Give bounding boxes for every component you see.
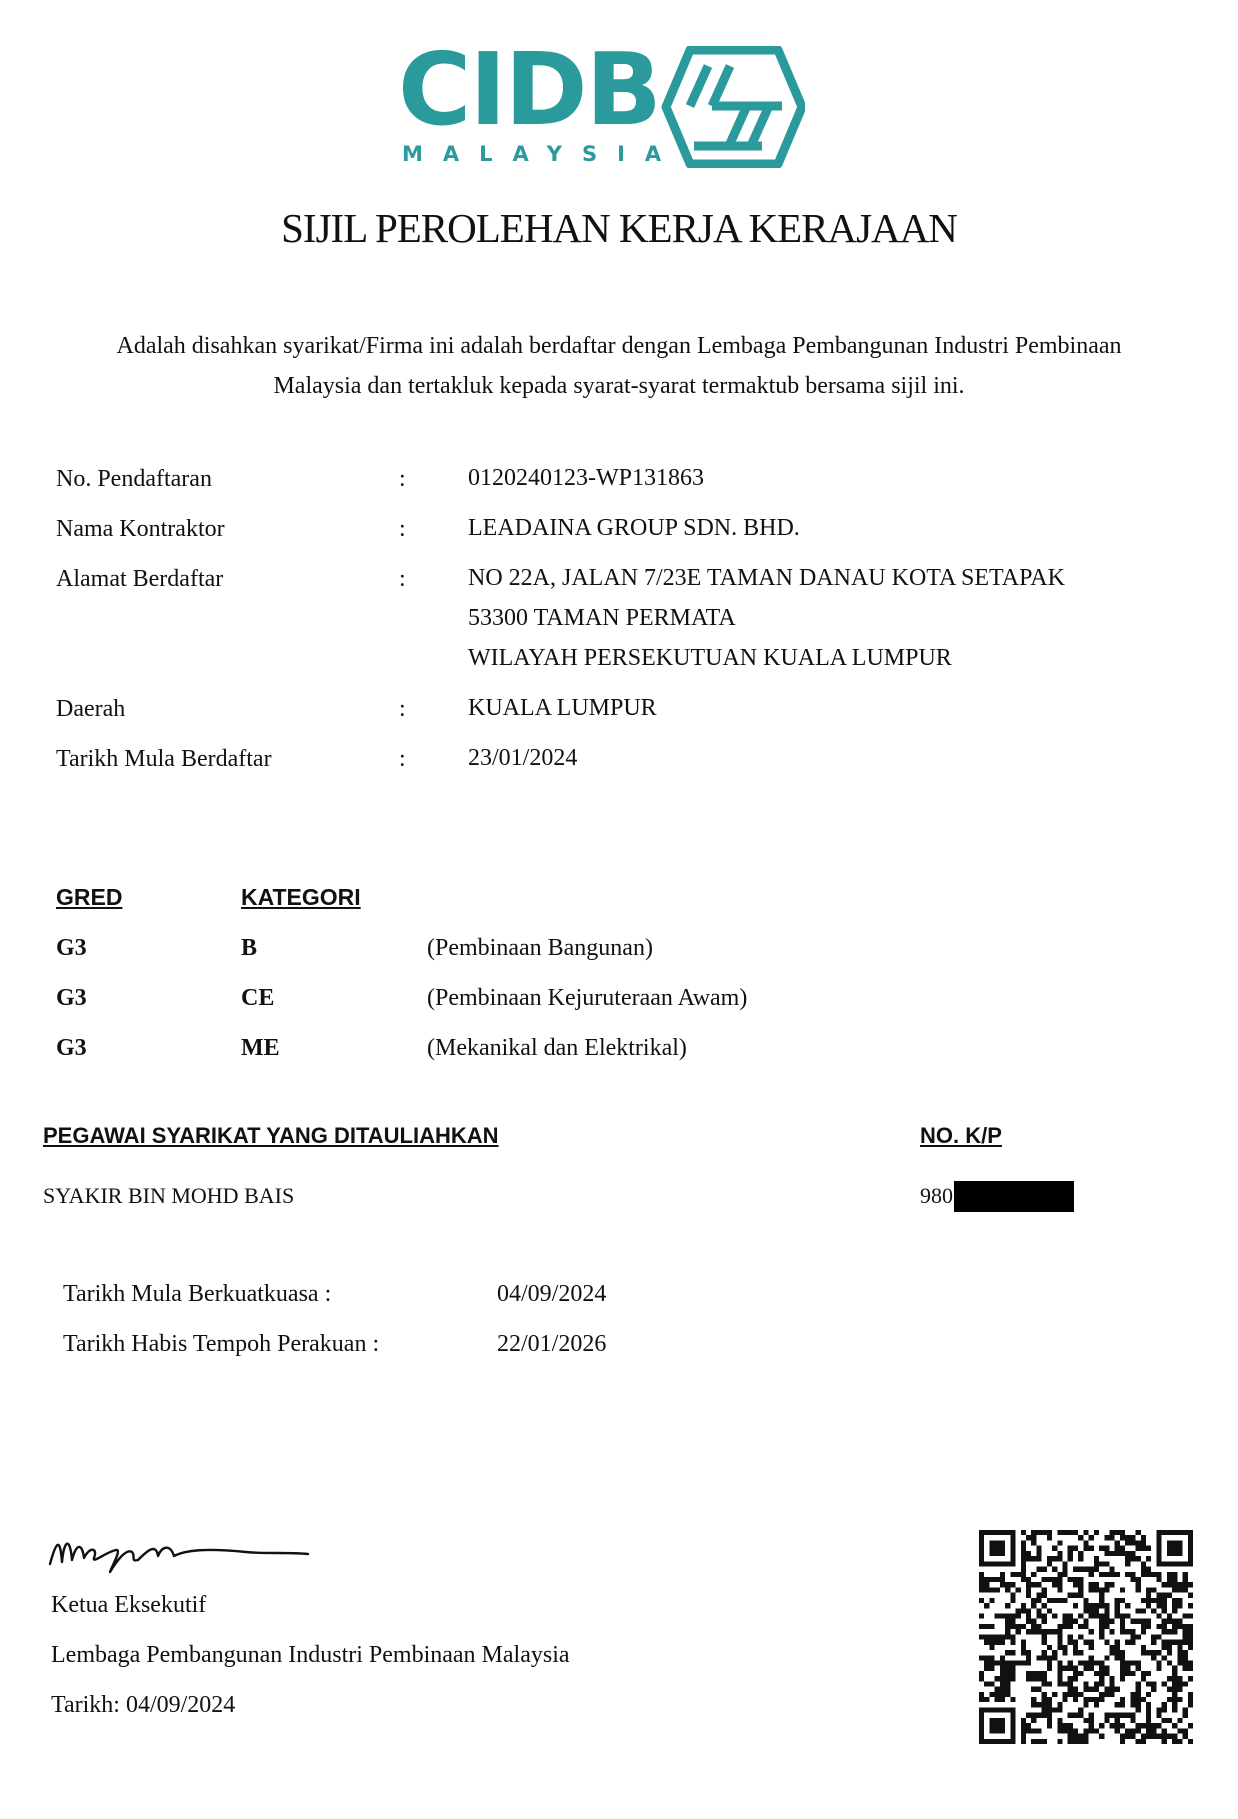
info-label: Daerah (56, 696, 126, 722)
info-colon: : (399, 696, 406, 722)
end-date-label: Tarikh Habis Tempoh Perakuan : (63, 1331, 380, 1357)
info-value-address (468, 558, 1065, 678)
id-header: NO. K/P (920, 1123, 1002, 1148)
qr-code (979, 1530, 1193, 1744)
intro-line-1: Adalah disahkan syarikat/Firma ini adalah berdaftar dengan Lembaga Pembangunan Industri Pembinaan (116, 333, 1122, 359)
info-value: 0120240123-WP131863 (468, 465, 704, 491)
signature-image (46, 1522, 316, 1582)
grade-value: G3 (56, 1035, 87, 1061)
address-line-2: 53300 TAMAN PERMATA (468, 605, 736, 631)
intro-statement (30, 326, 1208, 406)
info-colon: : (399, 466, 406, 492)
category-header: KATEGORI (241, 884, 361, 910)
info-value: KUALA LUMPUR (468, 695, 657, 721)
grade-value: G3 (56, 985, 87, 1011)
address-line-1: NO 22A, JALAN 7/23E TAMAN DANAU KOTA SETAPAK (468, 565, 1065, 591)
grade-value: G3 (56, 935, 87, 961)
info-value: 23/01/2024 (468, 745, 578, 771)
logo-wordmark: CIDB (398, 31, 660, 148)
category-code: CE (241, 985, 275, 1011)
info-label: Tarikh Mula Berdaftar (56, 746, 272, 772)
category-description: (Pembinaan Kejuruteraan Awam) (427, 985, 748, 1011)
logo-country: MALAYSIA (402, 142, 682, 166)
info-colon: : (399, 516, 406, 542)
signatory-organization: Lembaga Pembangunan Industri Pembinaan Malaysia (51, 1642, 570, 1668)
address-line-3: WILAYAH PERSEKUTUAN KUALA LUMPUR (468, 645, 952, 671)
info-label: No. Pendaftaran (56, 466, 212, 492)
info-label: Alamat Berdaftar (56, 566, 224, 592)
category-code: B (241, 935, 258, 961)
info-colon: : (399, 566, 406, 592)
certificate-title: SIJIL PEROLEHAN KERJA KERAJAAN (281, 205, 957, 251)
category-description: (Pembinaan Bangunan) (427, 935, 653, 961)
grade-header: GRED (56, 884, 123, 910)
category-description: (Mekanikal dan Elektrikal) (427, 1035, 687, 1061)
info-label: Nama Kontraktor (56, 516, 225, 542)
officer-header: PEGAWAI SYARIKAT YANG DITAULIAHKAN (43, 1123, 499, 1148)
start-date-value: 04/09/2024 (497, 1281, 607, 1307)
signature-date: Tarikh: 04/09/2024 (51, 1692, 236, 1718)
qr-modules (979, 1530, 1193, 1744)
officer-name: SYAKIR BIN MOHD BAIS (43, 1183, 295, 1208)
cidb-logo (398, 31, 803, 171)
redaction-box (954, 1181, 1074, 1212)
info-value: LEADAINA GROUP SDN. BHD. (468, 515, 800, 541)
info-colon: : (399, 746, 406, 772)
start-date-label: Tarikh Mula Berkuatkuasa : (63, 1281, 332, 1307)
logo-hexagon-icon (650, 46, 805, 168)
signatory-position: Ketua Eksekutif (51, 1592, 207, 1618)
intro-line-2: Malaysia dan tertakluk kepada syarat-syarat termaktub bersama sijil ini. (273, 373, 965, 399)
end-date-value: 22/01/2026 (497, 1331, 607, 1357)
officer-id: 980 (920, 1183, 953, 1208)
category-code: ME (241, 1035, 280, 1061)
